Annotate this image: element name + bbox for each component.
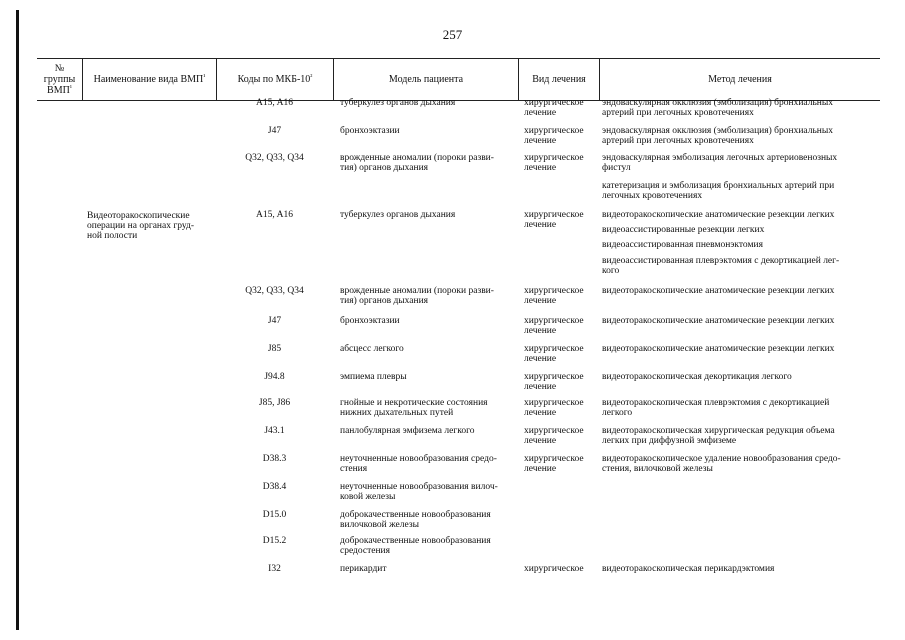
row-patient-model-line: бронхоэктазии <box>340 126 400 136</box>
row-treatment-method <box>602 344 877 354</box>
row-treatment-method-line: видеоторакоскопическая декортикация легкого <box>602 372 792 382</box>
header-treatment-method-label: Метод лечения <box>708 74 772 85</box>
row-treatment-method-line: видеоторакоскопическая плеврэктомия с декортикацией <box>602 398 830 408</box>
row-patient-model-line: эмпиема плевры <box>340 372 407 382</box>
row-treatment-method <box>602 181 877 201</box>
row-patient-model <box>340 98 518 108</box>
row-treatment-type-line: лечение <box>524 436 557 446</box>
row-treatment-method-line: видеоассистированная пневмонэктомия <box>602 240 763 250</box>
row-icd-code: D38.3 <box>262 454 287 464</box>
row-treatment-type-line: лечение <box>524 136 557 146</box>
row-patient-model <box>340 316 518 326</box>
row-patient-model-line: туберкулез органов дыхания <box>340 98 456 108</box>
row-treatment-type <box>524 372 600 392</box>
row-treatment-method-line: фистул <box>602 163 631 173</box>
row-icd-code: Q32, Q33, Q34 <box>245 286 304 296</box>
row-treatment-method-line: видеоторакоскопическая хирургическая редукция объема <box>602 426 835 436</box>
row-treatment-type-line: хирургическое <box>524 98 584 108</box>
row-treatment-method-line: видеоторакоскопические анатомические резекции легких <box>602 210 835 220</box>
row-icd-code: J94.8 <box>264 372 285 382</box>
header-group-number <box>37 58 83 101</box>
row-treatment-type <box>524 153 600 173</box>
row-patient-model <box>340 153 518 173</box>
row-treatment-method-line: видеоторакоскопическое удаление новообразования средо- <box>602 454 841 464</box>
row-patient-model <box>340 210 518 220</box>
row-treatment-type-line: хирургическое <box>524 398 584 408</box>
row-treatment-method-line: видеоассистированные резекции легких <box>602 225 765 235</box>
row-icd-code: Q32, Q33, Q34 <box>245 153 304 163</box>
row-treatment-type-line: хирургическое <box>524 316 584 326</box>
row-treatment-type <box>524 126 600 146</box>
row-icd-code: J85, J86 <box>258 398 291 408</box>
row-treatment-type-line: хирургическое <box>524 286 584 296</box>
row-patient-model-line: врожденные аномалии (пороки разви- <box>340 286 494 296</box>
row-treatment-method <box>602 126 877 146</box>
row-treatment-method <box>602 454 877 474</box>
row-patient-model-line: неуточненные новообразования вилоч- <box>340 482 498 492</box>
header-icd-codes <box>217 58 334 101</box>
row-patient-model-line: врожденные аномалии (пороки разви- <box>340 153 494 163</box>
row-treatment-method-line: видеоассистированная плеврэктомия с декортикацией лег- <box>602 256 840 266</box>
row-icd-code: D38.4 <box>262 482 287 492</box>
row-treatment-method-line: видеоторакоскопические анатомические резекции легких <box>602 286 835 296</box>
row-treatment-method-line: катетеризация и эмболизация бронхиальных артерий при <box>602 181 835 191</box>
group-name-line: операции на органах груд- <box>87 221 195 231</box>
row-treatment-method-line: эндоваскулярная эмболизация легочных артериовенозных <box>602 153 838 163</box>
row-treatment-method <box>602 240 877 250</box>
row-treatment-method-line: легких при диффузной эмфиземе <box>602 436 737 446</box>
row-treatment-method-line: легочных кровотечениях <box>602 191 703 201</box>
row-treatment-type-line: хирургическое <box>524 210 584 220</box>
row-treatment-method-line: стения, вилочковой железы <box>602 464 713 474</box>
header-icd-codes-label: Коды по МКБ-$10^{^2}$ <box>237 73 313 85</box>
row-treatment-method <box>602 398 877 418</box>
page-number: 257 <box>442 27 463 42</box>
row-treatment-method <box>602 225 877 235</box>
row-patient-model-line: тия) органов дыхания <box>340 163 429 173</box>
row-treatment-type <box>524 398 600 418</box>
header-treatment-type-label: Вид лечения <box>532 74 586 85</box>
row-patient-model-line: абсцесс легкого <box>340 344 404 354</box>
row-treatment-type-line: хирургическое <box>524 344 584 354</box>
row-treatment-method-line: артерий при легочных кровотечениях <box>602 136 754 146</box>
header-vmp-name <box>83 58 217 101</box>
row-treatment-type-line: хирургическое <box>524 564 584 574</box>
row-treatment-type-line: хирургическое <box>524 454 584 464</box>
row-patient-model <box>340 398 518 418</box>
row-patient-model-line: доброкачественные новообразования <box>340 536 491 546</box>
row-patient-model <box>340 126 518 136</box>
row-icd-code: J85 <box>267 344 282 354</box>
row-treatment-method-line: видеоторакоскопические анатомические резекции легких <box>602 316 835 326</box>
row-treatment-type-line: лечение <box>524 354 557 364</box>
row-patient-model-line: гнойные и некротические состояния <box>340 398 488 408</box>
row-treatment-type-line: лечение <box>524 326 557 336</box>
page-binding-line <box>16 10 19 630</box>
row-patient-model-line: панлобулярная эмфизема легкого <box>340 426 475 436</box>
row-patient-model <box>340 426 518 436</box>
row-treatment-type <box>524 316 600 336</box>
row-treatment-method <box>602 316 877 326</box>
row-treatment-method-line: видеоторакоскопические анатомические резекции легких <box>602 344 835 354</box>
row-treatment-method <box>602 426 877 446</box>
row-icd-code: I32 <box>268 564 281 574</box>
group-name-line: Видеоторакоскопические <box>87 211 190 221</box>
header-group-number-line: $ВМП^{^1}$ <box>47 84 72 96</box>
row-treatment-method-line: артерий при легочных кровотечениях <box>602 108 754 118</box>
row-treatment-method-line: видеоторакоскопическая перикардэктомия <box>602 564 775 574</box>
row-icd-code: D15.2 <box>262 536 287 546</box>
row-patient-model <box>340 372 518 382</box>
row-treatment-type-line: лечение <box>524 464 557 474</box>
row-treatment-method <box>602 98 877 118</box>
row-patient-model <box>340 454 518 474</box>
row-patient-model-line: вилочковой железы <box>340 520 419 530</box>
row-treatment-type <box>524 98 600 118</box>
header-patient-model <box>334 58 519 101</box>
row-treatment-method <box>602 372 877 382</box>
row-patient-model <box>340 344 518 354</box>
row-treatment-method <box>602 210 877 220</box>
row-treatment-type <box>524 426 600 446</box>
row-patient-model-line: неуточненные новообразования средо- <box>340 454 497 464</box>
row-treatment-type-line: лечение <box>524 163 557 173</box>
row-patient-model-line: перикардит <box>340 564 387 574</box>
row-patient-model-line: средостения <box>340 546 391 556</box>
row-icd-code: A15, A16 <box>256 98 293 108</box>
row-treatment-type-line: лечение <box>524 382 557 392</box>
row-treatment-type-line: хирургическое <box>524 153 584 163</box>
row-treatment-type-line: лечение <box>524 108 557 118</box>
row-patient-model-line: бронхоэктазии <box>340 316 400 326</box>
row-patient-model-line: тия) органов дыхания <box>340 296 429 306</box>
group-name-line: ной полости <box>87 231 138 241</box>
row-treatment-type-line: хирургическое <box>524 126 584 136</box>
row-treatment-type-line: хирургическое <box>524 426 584 436</box>
row-treatment-type <box>524 286 600 306</box>
row-treatment-type <box>524 454 600 474</box>
row-treatment-method <box>602 256 877 276</box>
row-patient-model <box>340 286 518 306</box>
row-icd-code: D15.0 <box>262 510 287 520</box>
header-group-number-line: группы <box>43 74 76 85</box>
row-icd-code: J47 <box>267 126 282 136</box>
row-treatment-type <box>524 210 600 230</box>
header-group-number-line: № <box>54 63 65 74</box>
row-patient-model-line: доброкачественные новообразования <box>340 510 491 520</box>
row-treatment-method <box>602 564 877 574</box>
row-treatment-method-line: эндоваскулярная окклюзия (эмболизация) бронхиальных <box>602 126 833 136</box>
row-icd-code: J47 <box>267 316 282 326</box>
row-treatment-type-line: лечение <box>524 220 557 230</box>
row-treatment-method-line: кого <box>602 266 620 276</box>
row-patient-model <box>340 510 518 530</box>
row-treatment-type-line: хирургическое <box>524 372 584 382</box>
row-treatment-method <box>602 286 877 296</box>
row-patient-model-line: туберкулез органов дыхания <box>340 210 456 220</box>
row-treatment-type-line: лечение <box>524 408 557 418</box>
header-vmp-name-label: Наименование вида $ВМП^{^1}$ <box>93 73 206 85</box>
row-icd-code: J43.1 <box>264 426 285 436</box>
row-patient-model <box>340 564 518 574</box>
row-treatment-type-line: лечение <box>524 296 557 306</box>
row-treatment-method <box>602 153 877 173</box>
row-patient-model-line: ковой железы <box>340 492 396 502</box>
header-treatment-type <box>519 58 600 101</box>
row-icd-code: A15, A16 <box>256 210 293 220</box>
header-treatment-method <box>600 58 880 101</box>
row-treatment-type <box>524 344 600 364</box>
header-patient-model-label: Модель пациента <box>388 74 464 85</box>
group-name <box>87 211 215 241</box>
row-patient-model-line: нижних дыхательных путей <box>340 408 454 418</box>
row-patient-model-line: стения <box>340 464 368 474</box>
row-treatment-type <box>524 564 600 574</box>
row-treatment-method-line: легкого <box>602 408 633 418</box>
row-patient-model <box>340 536 518 556</box>
row-patient-model <box>340 482 518 502</box>
row-treatment-method-line: эндоваскулярная окклюзия (эмболизация) бронхиальных <box>602 98 833 108</box>
